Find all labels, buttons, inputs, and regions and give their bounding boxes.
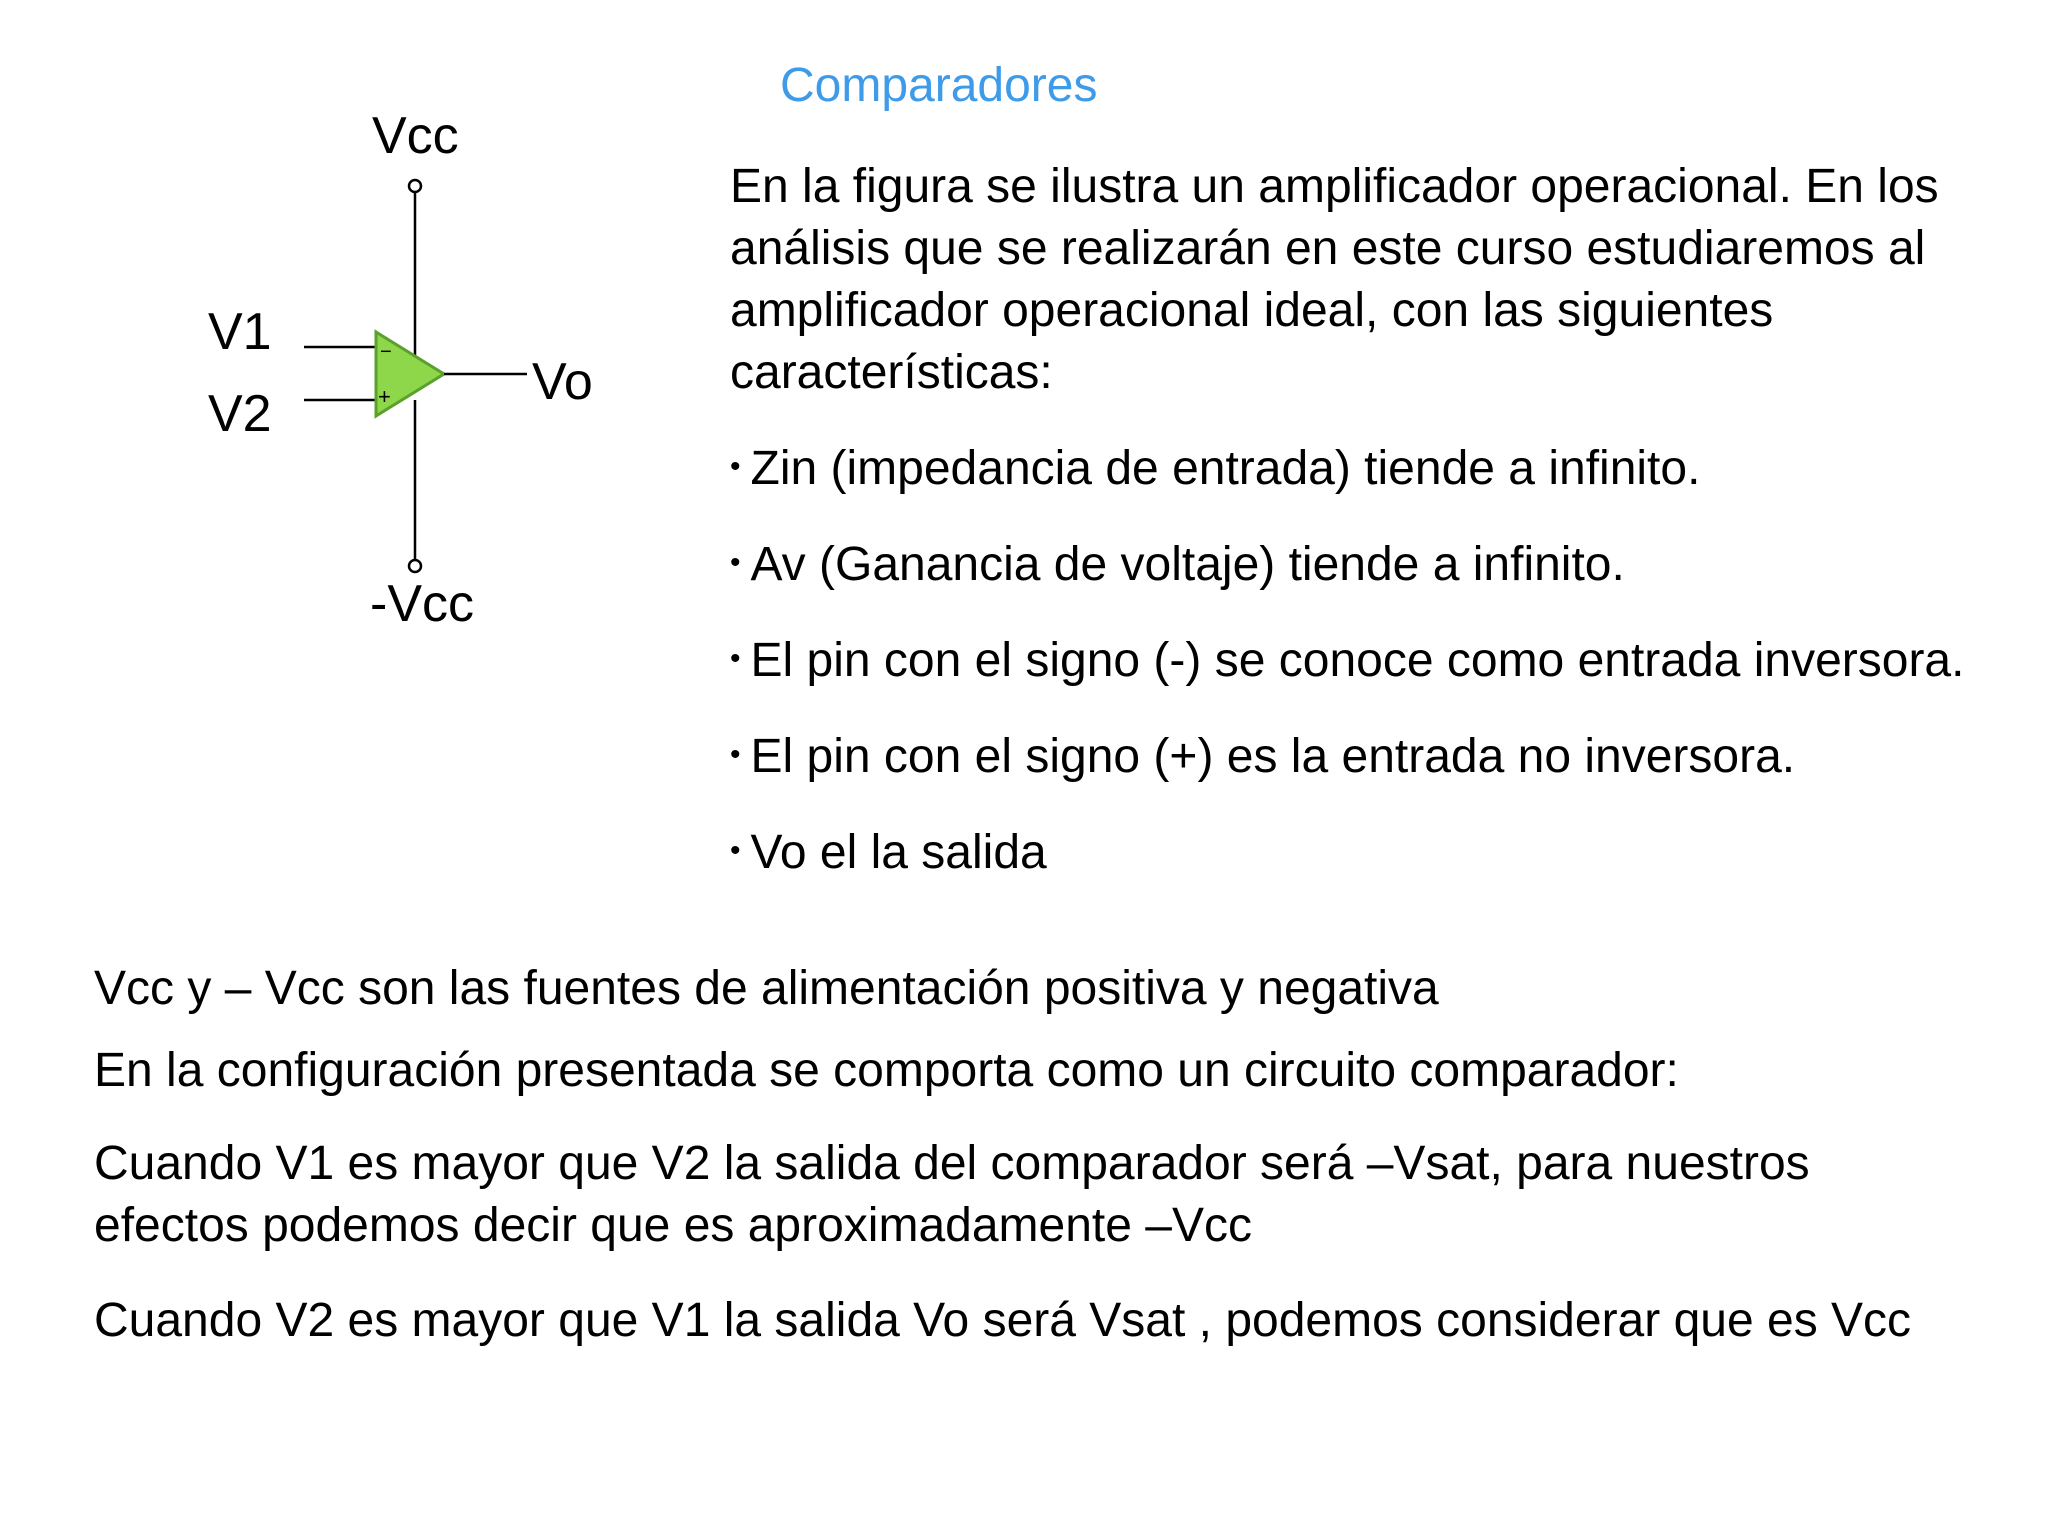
list-item <box>730 820 1970 884</box>
supply-description: Vcc y – Vcc son las fuentes de alimentación positiva y negativa <box>94 962 1439 1015</box>
slide-title: Comparadores <box>780 59 1098 112</box>
bullet-text: Av (Ganancia de voltaje) tiende a infinito. <box>750 538 1625 591</box>
intro-paragraph: En la figura se ilustra un amplificador operacional. En los análisis que se realizarán en este curso estudiaremos al amplificador operacional ideal, con las siguientes características: <box>730 160 1939 399</box>
bullet-icon: • <box>730 546 741 579</box>
vcc-terminal <box>409 180 421 192</box>
neg-vcc-label: -Vcc <box>370 575 474 633</box>
bullet-icon: • <box>730 738 741 771</box>
bullet-text: El pin con el signo (-) se conoce como entrada inversora. <box>750 634 1965 687</box>
bullet-text: Vo el la salida <box>750 826 1047 879</box>
v1-label: V1 <box>208 303 272 361</box>
comparator-description: En la configuración presentada se comporta como un circuito comparador: <box>94 1044 1679 1097</box>
vo-label: Vo <box>532 353 593 411</box>
list-item <box>730 532 1970 596</box>
characteristics-list <box>730 436 1970 916</box>
bullet-icon: • <box>730 834 741 867</box>
list-item <box>730 436 1970 500</box>
bullet-icon: • <box>730 450 741 483</box>
case-v1-greater: Cuando V1 es mayor que V2 la salida del comparador será –Vsat, para nuestros efectos podemos decir que es aproximadamente –Vcc <box>94 1137 1810 1252</box>
case-v2-greater: Cuando V2 es mayor que V1 la salida Vo será Vsat , podemos considerar que es Vcc <box>94 1294 1912 1347</box>
vcc-label: Vcc <box>372 107 459 165</box>
bullet-icon: • <box>730 642 741 675</box>
minus-sign: − <box>380 341 392 363</box>
bullet-text: El pin con el signo (+) es la entrada no inversora. <box>750 730 1796 783</box>
list-item <box>730 724 1970 788</box>
list-item <box>730 628 1970 692</box>
plus-sign: + <box>378 384 391 409</box>
opamp-diagram <box>180 100 640 640</box>
bullet-text: Zin (impedancia de entrada) tiende a infinito. <box>750 442 1701 495</box>
v2-label: V2 <box>208 385 272 443</box>
neg-vcc-terminal <box>409 560 421 572</box>
